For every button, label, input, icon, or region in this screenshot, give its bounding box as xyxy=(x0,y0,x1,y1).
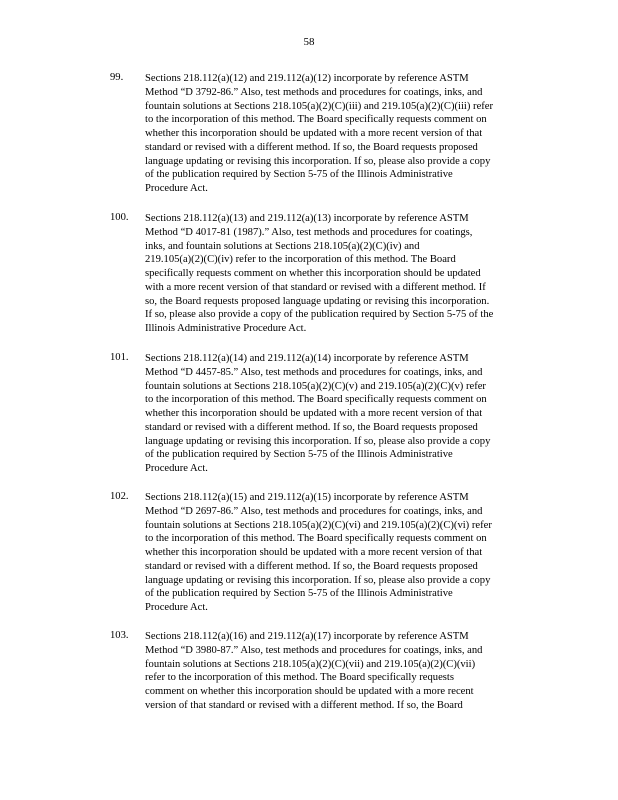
text-line: Illinois Administrative Procedure Act. xyxy=(145,323,307,334)
text-line: If so, please also provide a copy of the publication required by Section 5-75 of the xyxy=(145,309,494,321)
text-line: Sections 218.112(a)(16) and 219.112(a)(17) incorporate by reference ASTM xyxy=(145,631,469,642)
text-line: of the publication required by Section 5-75 of the Illinois Administrative xyxy=(145,169,453,181)
paragraph-text xyxy=(145,212,542,336)
text-line: Sections 218.112(a)(13) and 219.112(a)(13) incorporate by reference ASTM xyxy=(145,213,469,224)
paragraph-text xyxy=(145,352,542,476)
numbered-paragraph-103 xyxy=(110,630,542,713)
text-line: comment on whether this incorporation should be updated with a more recent xyxy=(145,686,474,697)
numbered-paragraph-102 xyxy=(110,491,542,615)
text-line: specifically requests comment on whether this incorporation should be updated xyxy=(145,268,481,279)
text-line: of the publication required by Section 5-75 of the Illinois Administrative xyxy=(145,588,453,600)
paragraph-number: 100. xyxy=(110,212,129,223)
text-line: whether this incorporation should be updated with a more recent version of that xyxy=(145,408,483,419)
text-line: standard or revised with a different method. If so, the Board requests proposed xyxy=(145,421,478,433)
numbered-paragraph-101 xyxy=(110,352,542,476)
text-line: Method “D 4017-81 (1987).” Also, test methods and procedures for coatings, xyxy=(145,226,473,238)
paragraph-number: 101. xyxy=(110,352,129,363)
text-line: Method “D 3792-86.” Also, test methods and procedures for coatings, inks, and xyxy=(145,86,483,98)
text-line: Procedure Act. xyxy=(145,463,208,474)
text-line: Sections 218.112(a)(12) and 219.112(a)(12) incorporate by reference ASTM xyxy=(145,73,469,84)
paragraph-text xyxy=(145,630,542,713)
text-line: fountain solutions at Sections 218.105(a)(2)(C)(vii) and 219.105(a)(2)(C)(vii) xyxy=(145,658,476,670)
page-number: 58 xyxy=(303,36,315,48)
text-line: whether this incorporation should be updated with a more recent version of that xyxy=(145,128,483,139)
text-line: Procedure Act. xyxy=(145,183,208,194)
numbered-paragraph-99 xyxy=(110,72,542,196)
text-line: language updating or revising this incorporation. If so, please also provide a copy xyxy=(145,435,491,447)
paragraph-text xyxy=(145,491,542,615)
text-line: fountain solutions at Sections 218.105(a)(2)(C)(v) and 219.105(a)(2)(C)(v) refer xyxy=(145,380,486,392)
text-line: language updating or revising this incorporation. If so, please also provide a copy xyxy=(145,574,491,586)
paragraph-text xyxy=(145,72,542,196)
text-line: Method “D 4457-85.” Also, test methods and procedures for coatings, inks, and xyxy=(145,366,483,378)
paragraph-number: 99. xyxy=(110,72,124,83)
text-line: Sections 218.112(a)(15) and 219.112(a)(15) incorporate by reference ASTM xyxy=(145,492,469,503)
text-line: Method “D 3980-87.” Also, test methods and procedures for coatings, inks, and xyxy=(145,644,483,656)
text-line: 219.105(a)(2)(C)(iv) refer to the incorporation of this method. The Board xyxy=(145,254,456,266)
text-line: to the incorporation of this method. The Board specifically requests comment on xyxy=(145,114,487,126)
text-line: Sections 218.112(a)(14) and 219.112(a)(14) incorporate by reference ASTM xyxy=(145,353,469,364)
text-line: to the incorporation of this method. The Board specifically requests comment on xyxy=(145,394,487,406)
text-line: whether this incorporation should be updated with a more recent version of that xyxy=(145,547,483,558)
text-line: version of that standard or revised with a different method. If so, the Board xyxy=(145,699,463,711)
text-line: refer to the incorporation of this method. The Board specifically requests xyxy=(145,672,454,684)
text-line: Method “D 2697-86.” Also, test methods and procedures for coatings, inks, and xyxy=(145,505,483,517)
text-line: of the publication required by Section 5-75 of the Illinois Administrative xyxy=(145,449,453,461)
text-line: fountain solutions at Sections 218.105(a)(2)(C)(iii) and 219.105(a)(2)(C)(iii) refer xyxy=(145,100,494,112)
text-line: fountain solutions at Sections 218.105(a)(2)(C)(vi) and 219.105(a)(2)(C)(vi) refer xyxy=(145,519,492,531)
text-line: standard or revised with a different method. If so, the Board requests proposed xyxy=(145,141,478,153)
text-line: so, the Board requests proposed language updating or revising this incorporation. xyxy=(145,295,490,307)
text-line: to the incorporation of this method. The Board specifically requests comment on xyxy=(145,533,487,545)
paragraph-number: 102. xyxy=(110,491,129,502)
numbered-paragraph-100 xyxy=(110,212,542,336)
text-line: Procedure Act. xyxy=(145,602,208,613)
text-line: inks, and fountain solutions at Sections 218.105(a)(2)(C)(iv) and xyxy=(145,240,420,252)
text-line: standard or revised with a different method. If so, the Board requests proposed xyxy=(145,560,478,572)
paragraph-number: 103. xyxy=(110,630,129,641)
text-line: with a more recent version of that standard or revised with a different method. If xyxy=(145,281,486,293)
text-line: language updating or revising this incorporation. If so, please also provide a copy xyxy=(145,155,491,167)
